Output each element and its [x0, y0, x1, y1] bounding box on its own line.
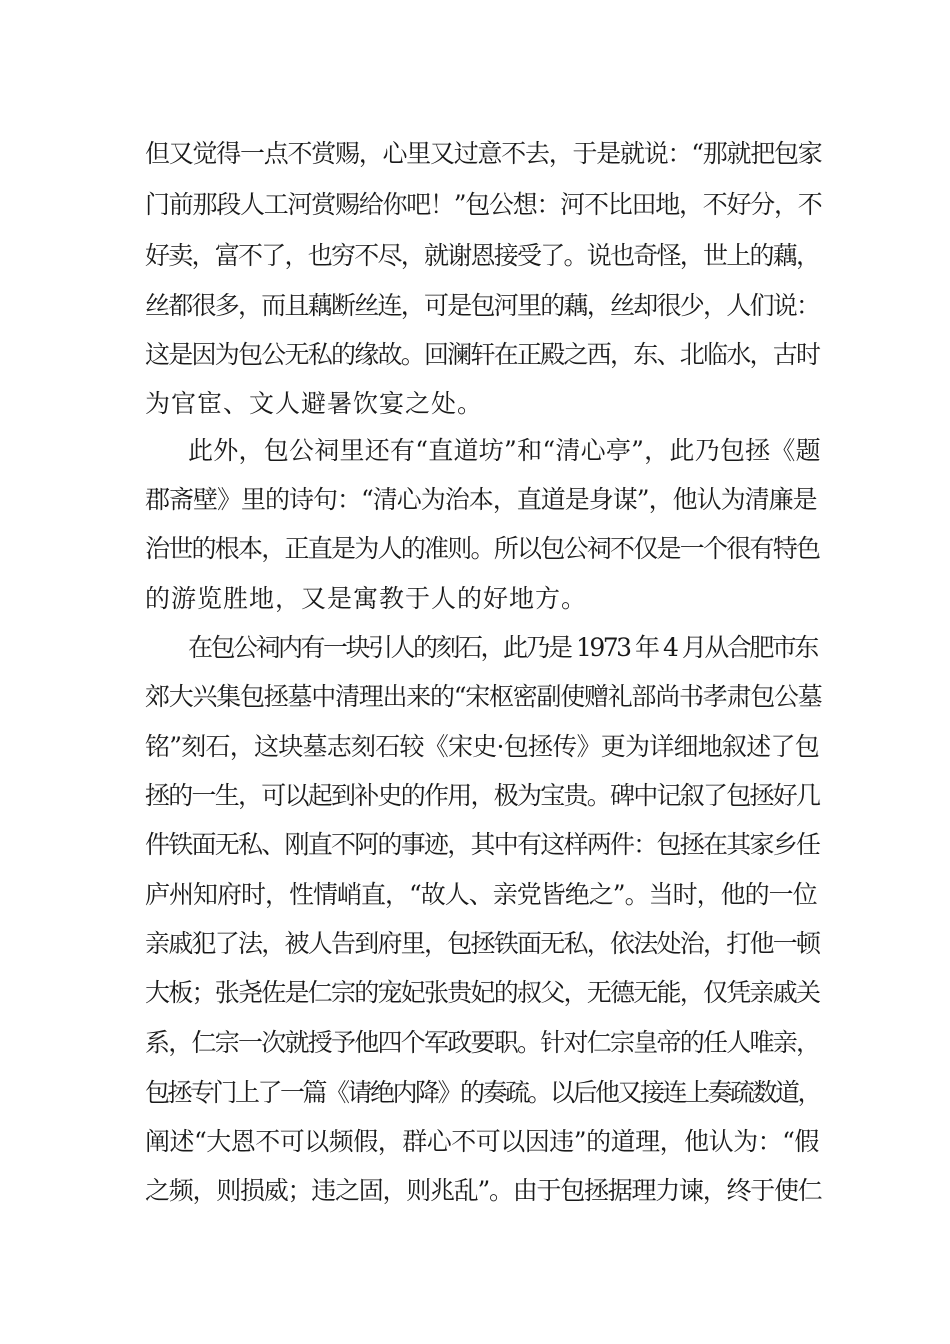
text-line: 之频，则损威；违之固，则兆乱”。由于包拯据理力谏，终于使仁 — [145, 1176, 822, 1205]
text-line: 丝都很多，而且藕断丝连，可是包河里的藕，丝却很少，人们说： — [145, 291, 820, 320]
text-line: 郊大兴集包拯墓中清理出来的“宋枢密副使赠礼部尚书孝肃包公墓 — [145, 682, 822, 711]
text-line: 拯的一生，可以起到补史的作用，极为宝贵。碑中记叙了包拯好几 — [145, 781, 820, 810]
text-line: 系，仁宗一次就授予他四个军政要职。针对仁宗皇帝的任人唯亲， — [145, 1028, 820, 1057]
text-line: 治世的根本，正直是为人的准则。所以包公祠不仅是一个很有特色 — [145, 534, 820, 563]
text-line: 的游览胜地，又是寓教于人的好地方。 — [145, 584, 588, 613]
text-line: 阐述“大恩不可以频假，群心不可以因违”的道理，他认为：“假 — [145, 1127, 819, 1156]
text-line: 大板；张尧佐是仁宗的宠妃张贵妃的叔父，无德无能，仅凭亲戚关 — [145, 978, 820, 1007]
text-line: 门前那段人工河赏赐给你吧！”包公想：河不比田地，不好分，不 — [145, 190, 822, 219]
paragraph-start-line: 在包公祠内有一块引人的刻石，此乃是 1973 年 4 月从合肥市东 — [188, 633, 817, 662]
text-line: 这是因为包公无私的缘故。回澜轩在正殿之西，东、北临水，古时 — [145, 340, 820, 369]
text-line: 但又觉得一点不赏赐，心里又过意不去，于是就说：“那就把包家 — [145, 139, 822, 168]
text-line: 铭”刻石，这块墓志刻石较《宋史·包拯传》更为详细地叙述了包 — [145, 732, 819, 761]
text-line: 郡斋壁》里的诗句：“清心为治本，直道是身谋”，他认为清廉是 — [145, 485, 817, 514]
text-line: 好卖，富不了，也穷不尽，就谢恩接受了。说也奇怪，世上的藕， — [145, 241, 820, 270]
text-line: 为官宦、文人避暑饮宴之处。 — [145, 389, 484, 418]
text-line: 亲戚犯了法，被人告到府里，包拯铁面无私，依法处治，打他一顿 — [145, 929, 820, 958]
text-line: 件铁面无私、刚直不阿的事迹，其中有这样两件：包拯在其家乡任 — [145, 830, 820, 859]
paragraph-start-line: 此外，包公祠里还有“直道坊”和“清心亭”，此乃包拯《题 — [188, 436, 821, 465]
text-line: 包拯专门上了一篇《请绝内降》的奏疏。以后他又接连上奏疏数道， — [145, 1078, 821, 1107]
text-line: 庐州知府时，性情峭直，“故人、亲党皆绝之”。当时，他的一位 — [145, 880, 817, 909]
